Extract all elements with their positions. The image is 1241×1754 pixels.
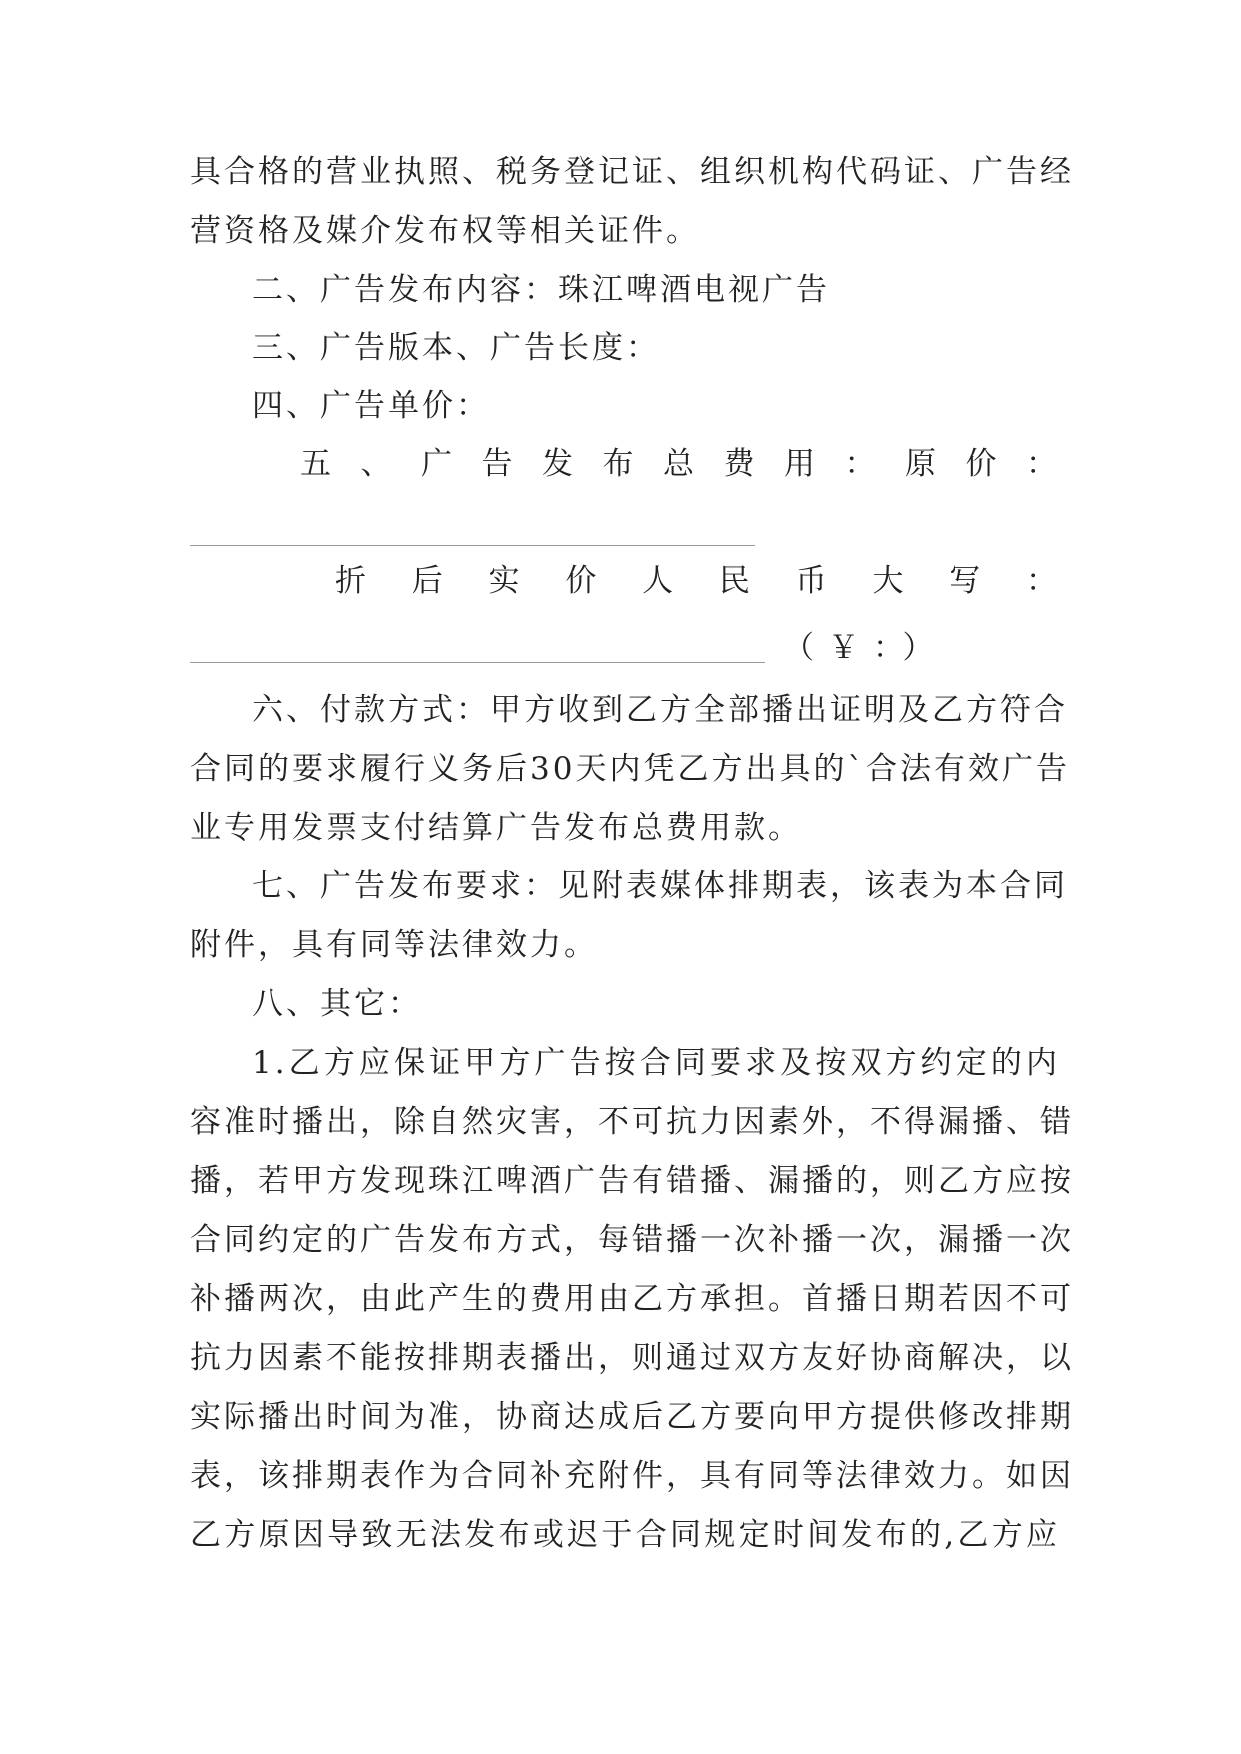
body-line: 表，该排期表作为合同补充附件，具有同等法律效力。如因 — [190, 1458, 1074, 1494]
clause-2: 二、广告发布内容：珠江啤酒电视广告 — [252, 272, 830, 308]
clause-5: 五、广告发布总费用：原价： — [300, 446, 1060, 482]
clause-8-item-1: 1.乙方应保证甲方广告按合同要求及按双方约定的内 — [252, 1045, 1060, 1081]
body-line: 容准时播出，除自然灾害，不可抗力因素外，不得漏播、错 — [190, 1104, 1074, 1140]
body-line: 补播两次，由此产生的费用由乙方承担。首播日期若因不可 — [190, 1281, 1074, 1317]
body-line: 实际播出时间为准，协商达成后乙方要向甲方提供修改排期 — [190, 1399, 1074, 1435]
amount-figures: （￥：） — [783, 630, 948, 666]
body-line: 合同约定的广告发布方式，每错播一次补播一次，漏播一次 — [190, 1222, 1074, 1258]
clause-3: 三、广告版本、广告长度： — [252, 330, 660, 366]
body-line: 乙方原因导致无法发布或迟于合同规定时间发布的,乙方应 — [190, 1517, 1060, 1553]
body-line: 合同的要求履行义务后30天内凭乙方出具的`合法有效广告 — [190, 751, 1070, 787]
clause-7: 七、广告发布要求：见附表媒体排期表，该表为本合同 — [252, 868, 1068, 904]
body-line: 抗力因素不能按排期表播出，则通过双方友好协商解决，以 — [190, 1340, 1074, 1376]
body-line: 播，若甲方发现珠江啤酒广告有错播、漏播的，则乙方应按 — [190, 1163, 1074, 1199]
discount-price-label: 折后实价人民币大写： — [335, 563, 1060, 599]
body-line: 附件，具有同等法律效力。 — [190, 927, 598, 963]
body-line: 业专用发票支付结算广告发布总费用款。 — [190, 810, 802, 846]
blank-underline-original-price — [190, 545, 755, 546]
clause-8: 八、其它： — [252, 986, 422, 1022]
blank-underline-discount-price — [190, 662, 765, 663]
body-line: 营资格及媒介发布权等相关证件。 — [190, 213, 700, 249]
clause-6: 六、付款方式：甲方收到乙方全部播出证明及乙方符合 — [252, 692, 1068, 728]
body-line: 具合格的营业执照、税务登记证、组织机构代码证、广告经 — [190, 154, 1074, 190]
clause-4: 四、广告单价： — [252, 388, 490, 424]
